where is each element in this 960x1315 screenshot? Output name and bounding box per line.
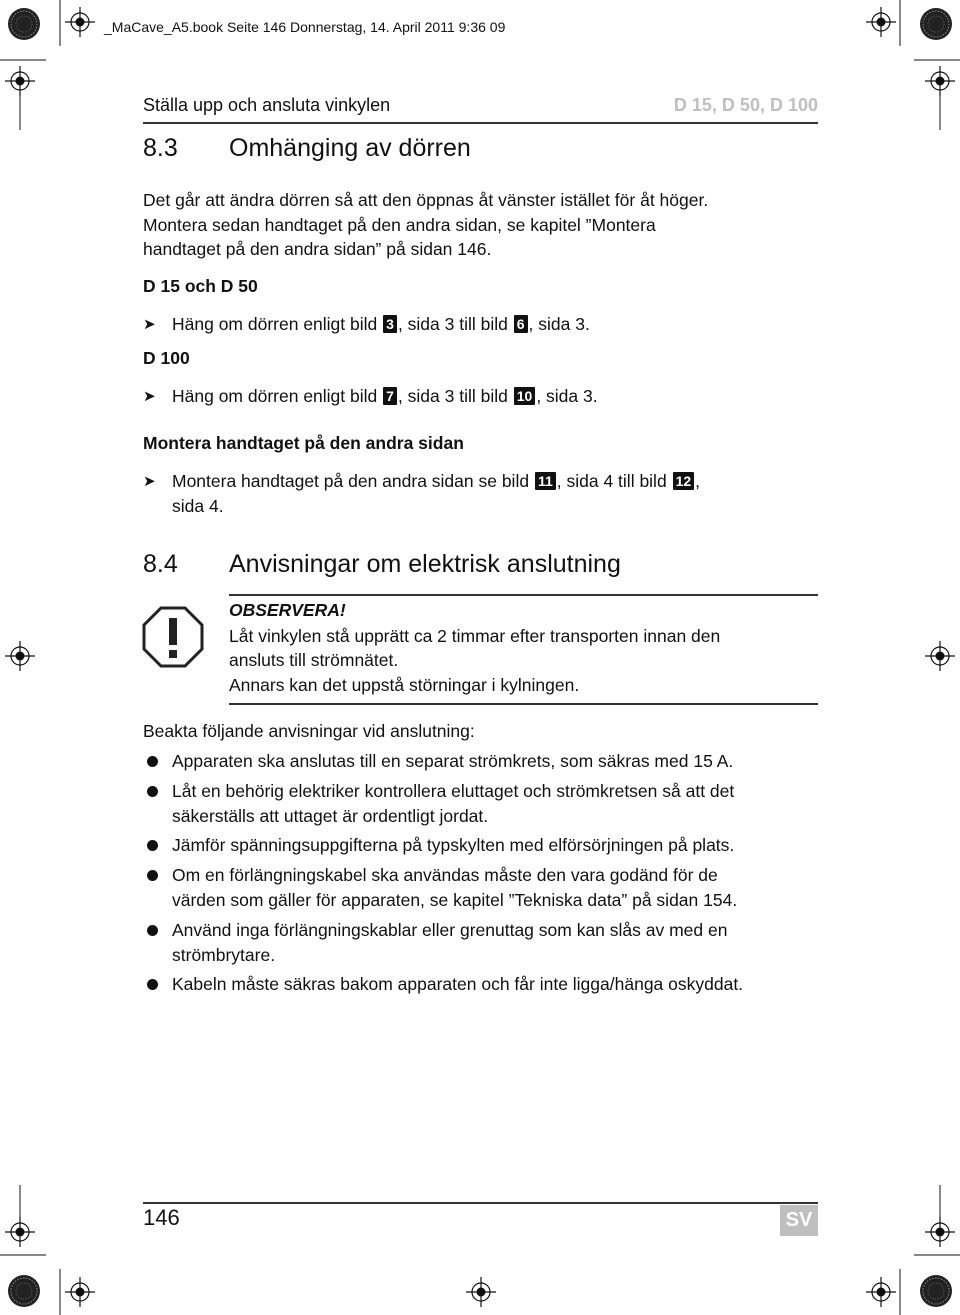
- warning-exclamation-icon: [141, 605, 205, 669]
- registration-mark-icon: [925, 1217, 955, 1247]
- bullet-dot-icon: [147, 786, 158, 797]
- list-item-line: värden som gäller för apparaten, se kapitel ”Tekniska data” på sidan 154.: [172, 889, 738, 910]
- header-rule: [143, 122, 818, 124]
- bullet-dot-icon: [147, 925, 158, 936]
- notice-line: Annars kan det uppstå störningar i kylningen.: [229, 675, 580, 695]
- bullet-dot-icon: [147, 840, 158, 851]
- step-text: , sida 3 till bild: [397, 314, 508, 334]
- bullet-dot-icon: [147, 870, 158, 881]
- page-number: 146: [143, 1205, 180, 1230]
- model-list: D 15, D 50, D 100: [673, 95, 818, 115]
- registration-mark-icon: [925, 66, 955, 96]
- figure-badge: 11: [535, 472, 556, 490]
- registration-mark-icon: [466, 1277, 496, 1307]
- notice-line: ansluts till strömnätet.: [229, 650, 399, 670]
- book-file-info: _MaCave_A5.book Seite 146 Donnerstag, 14. April 2011 9:36 09: [104, 19, 506, 35]
- registration-mark-icon: [65, 7, 95, 37]
- bullet-dot-icon: [147, 979, 158, 990]
- paragraph-line: handtaget på den andra sidan” på sidan 146.: [143, 239, 492, 259]
- list-item-line: Om en förlängningskabel ska användas måste den vara godänd för de: [172, 865, 718, 885]
- list-item-line: Använd inga förlängningskablar eller grenuttag som kan slås av med en: [172, 920, 728, 940]
- subheading-d100: D 100: [143, 348, 190, 368]
- lead-paragraph: Beakta följande anvisningar vid anslutning:: [143, 721, 475, 741]
- list-item-line: säkerställs att uttaget är ordentligt jordat.: [172, 805, 489, 826]
- list-item-line: strömbrytare.: [172, 944, 276, 965]
- list-item-line: Jämför spänningsuppgifterna på typskylten med elförsörjningen på plats.: [172, 835, 735, 855]
- step-text: , sida 4 till bild: [556, 471, 667, 491]
- registration-star-icon: [920, 1275, 952, 1307]
- list-item-line: Kabeln måste säkras bakom apparaten och får inte ligga/hänga oskyddat.: [172, 974, 744, 994]
- registration-star-icon: [8, 1275, 40, 1307]
- step-text: ,: [695, 471, 701, 491]
- notice-line: Låt vinkylen stå upprätt ca 2 timmar efter transporten innan den: [229, 626, 721, 646]
- step-text: , sida 3 till bild: [397, 386, 508, 406]
- notice-heading: OBSERVERA!: [229, 600, 346, 620]
- notice-rule-bottom: [229, 703, 818, 705]
- step-text: sida 4.: [172, 496, 224, 516]
- bullet-dot-icon: [147, 756, 158, 767]
- figure-badge: 12: [673, 472, 695, 490]
- list-item-line: Apparaten ska anslutas till en separat strömkrets, som säkras med 15 A.: [172, 751, 734, 771]
- section-title: Omhänging av dörren: [229, 134, 471, 162]
- arrow-bullet-icon: ➤: [143, 388, 156, 405]
- language-badge: SV: [780, 1205, 818, 1236]
- list-item-line: Låt en behörig elektriker kontrollera eluttaget och strömkretsen så att det: [172, 781, 735, 801]
- registration-mark-icon: [5, 66, 35, 96]
- figure-badge: 3: [383, 315, 397, 333]
- footer-rule: [143, 1202, 818, 1204]
- section-number: 8.4: [143, 550, 178, 578]
- running-title: Ställa upp och ansluta vinkylen: [143, 95, 391, 115]
- registration-star-icon: [8, 8, 40, 40]
- section-title: Anvisningar om elektrisk anslutning: [229, 550, 621, 578]
- notice-rule-top: [229, 594, 818, 596]
- registration-mark-icon: [5, 641, 35, 671]
- registration-mark-icon: [5, 1217, 35, 1247]
- arrow-bullet-icon: ➤: [143, 473, 156, 490]
- step-text: Montera handtaget på den andra sidan se bild: [172, 471, 530, 491]
- paragraph-line: Det går att ändra dörren så att den öppnas åt vänster istället för åt höger.: [143, 190, 709, 210]
- registration-mark-icon: [866, 1277, 896, 1307]
- step-text: Häng om dörren enligt bild: [172, 314, 378, 334]
- figure-badge: 6: [514, 315, 528, 333]
- subheading-handle: Montera handtaget på den andra sidan: [143, 433, 464, 453]
- section-number: 8.3: [143, 134, 178, 162]
- registration-mark-icon: [925, 641, 955, 671]
- registration-mark-icon: [65, 1277, 95, 1307]
- subheading-d15-d50: D 15 och D 50: [143, 276, 258, 296]
- registration-mark-icon: [866, 7, 896, 37]
- intro-paragraph: [143, 188, 823, 262]
- figure-badge: 10: [514, 387, 536, 405]
- step-text: Häng om dörren enligt bild: [172, 386, 378, 406]
- step-text: , sida 3.: [528, 314, 590, 334]
- paragraph-line: Montera sedan handtaget på den andra sidan, se kapitel ”Montera: [143, 214, 656, 235]
- step-text: , sida 3.: [536, 386, 598, 406]
- figure-badge: 7: [383, 387, 397, 405]
- registration-star-icon: [920, 8, 952, 40]
- arrow-bullet-icon: ➤: [143, 316, 156, 333]
